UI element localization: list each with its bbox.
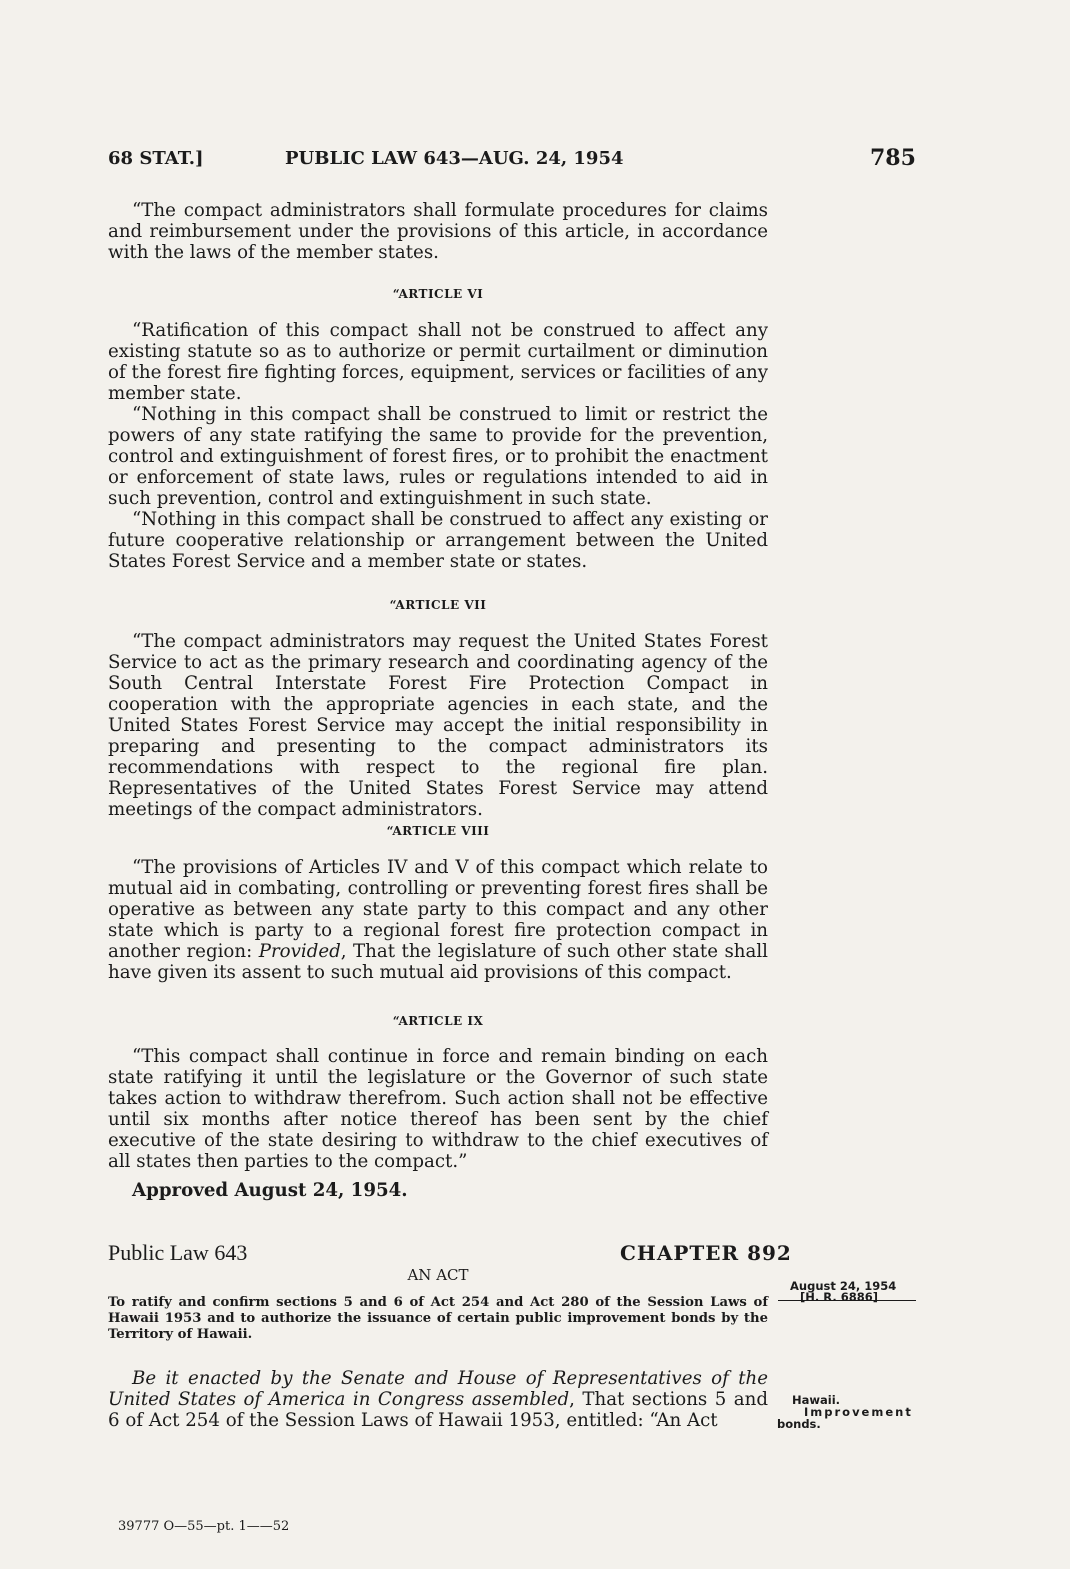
margin-bonds: bonds.	[777, 1417, 821, 1431]
provided-italic: Provided	[258, 941, 341, 962]
margin-hawaii: Hawaii.	[792, 1393, 841, 1407]
enacting-italic: Be it enacted by the Senate and House of Representatives of the United States of America in Congress assembled	[108, 1368, 768, 1410]
heading-article-vi: “ARTICLE VI	[392, 287, 484, 301]
margin-date: August 24, 1954	[790, 1279, 897, 1293]
paragraph-ratification: “Ratification of this compact shall not be construed to affect any existing statute so as to authorize or permit curtailment or diminution of the forest fire fighting forces, equipment, services or facilities of any member state.	[108, 320, 768, 404]
running-header-left: 68 STAT.]	[108, 148, 204, 169]
heading-article-vii: “ARTICLE VII	[389, 598, 487, 612]
enacting-rest: , That sections 5 and 6 of Act 254 of the Session Laws of Hawaii 1953, entitled: “An Act	[108, 1389, 768, 1431]
paragraph-mutual-aid	[108, 857, 768, 983]
heading-article-ix: “ARTICLE IX	[392, 1014, 484, 1028]
page-number: 785	[870, 145, 916, 171]
margin-rule	[778, 1300, 916, 1301]
print-code: 39777 O—55—pt. 1——52	[118, 1519, 290, 1534]
margin-bill-number: [H. R. 6886]	[800, 1290, 878, 1304]
mutual-aid-text-b: , That the legislature of such other state shall have given its assent to such mutual aid provisions of this compact.	[108, 941, 769, 983]
paragraph-forest-service: “The compact administrators may request the United States Forest Service to act as the primary research and coordinating agency of the South Central Interstate Forest Fire Protection Compact in cooperation with the appropriate agencies in each state, and the United States Forest Service may accept the initial responsibility in preparing and presenting to the compact administrators its recommendations with respect to the regional fire plan. Representatives of the United States Forest Service may attend meetings of the compact administrators.	[108, 631, 768, 820]
an-act-heading: AN ACT	[407, 1266, 469, 1284]
public-law-number: Public Law 643	[108, 1240, 248, 1265]
act-title: To ratify and confirm sections 5 and 6 of Act 254 and Act 280 of the Session Laws of Hawaii 1953 and to authorize the issuance of certain public improvement bonds by the Territory of Hawaii.	[108, 1295, 768, 1342]
margin-improvement: Improvement	[804, 1405, 913, 1419]
running-header-title: PUBLIC LAW 643—AUG. 24, 1954	[285, 148, 624, 169]
chapter-number: CHAPTER 892	[620, 1241, 792, 1265]
paragraph-withdrawal: “This compact shall continue in force and remain binding on each state ratifying it until the legislature or the Governor of such state takes action to withdraw therefrom. Such action shall not be effective until six months after notice thereof has been sent by the chief executive of the state desiring to withdraw to the chief executives of all states then parties to the compact.”	[108, 1046, 768, 1172]
approved-date: Approved August 24, 1954.	[132, 1180, 408, 1201]
mutual-aid-text-a: “The provisions of Articles IV and V of this compact which relate to mutual aid in combating, controlling or preventing forest fires shall be operative as between any state party to this compact and any other state which is party to a regional forest fire protection compact in another region:	[108, 857, 768, 962]
heading-article-viii: “ARTICLE VIII	[386, 824, 490, 838]
paragraph-powers: “Nothing in this compact shall be construed to limit or restrict the powers of any state ratifying the same to provide for the prevention, control and extinguishment of forest fires, or to prohibit the enactment or enforcement of state laws, rules or regulations intended to aid in such prevention, control and extinguishment in such state.	[108, 404, 768, 509]
paragraph-claims: “The compact administrators shall formulate procedures for claims and reimbursement under the provisions of this article, in accordance with the laws of the member states.	[108, 200, 768, 263]
paragraph-cooperative: “Nothing in this compact shall be construed to affect any existing or future cooperative relationship or arrangement between the United States Forest Service and a member state or states.	[108, 509, 768, 572]
enacting-clause	[108, 1368, 768, 1431]
